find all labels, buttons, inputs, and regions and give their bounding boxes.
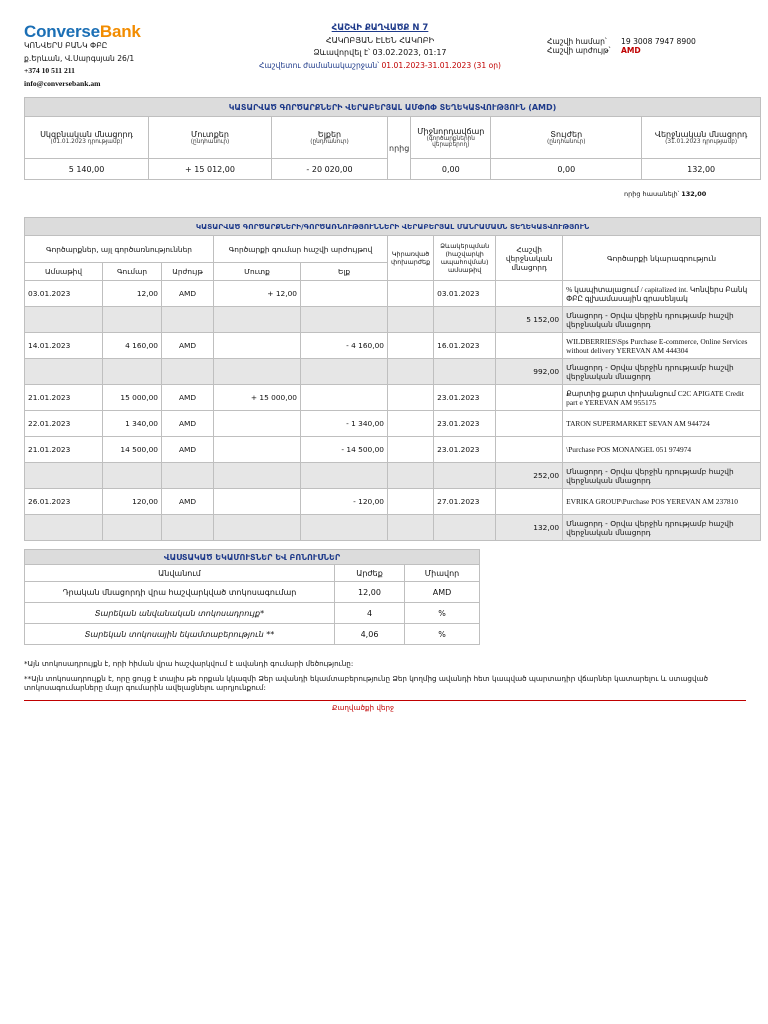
tx-out: - 4 160,00	[301, 333, 388, 359]
empty-cell	[214, 359, 301, 385]
incoming-value: + 15 012,00	[149, 159, 272, 180]
bank-info	[24, 40, 134, 90]
commission-header: Միջնորդավճար (գործարքներին վերաբերող)	[411, 117, 491, 159]
penalty-value: 0,00	[491, 159, 642, 180]
tx-currency: AMD	[162, 281, 214, 307]
summary-title: ԿԱՏԱՐՎԱԾ ԳՈՐԾԱՐՔՆԵՐԻ ՎԵՐԱԲԵՐՅԱԼ ԱՄՓՈՓ ՏԵՂԵԿԱՏՎՈՒԹՅՈՒՆ (AMD)	[25, 98, 761, 117]
earnings-unit: %	[405, 624, 480, 645]
available-balance: որից հասանելի՝ 132,00	[624, 190, 707, 198]
empty-cell	[434, 463, 496, 489]
tx-process-date: 23.01.2023	[434, 411, 496, 437]
empty-cell	[25, 515, 103, 541]
tx-currency: AMD	[162, 333, 214, 359]
balance-row	[25, 463, 761, 489]
tx-rate	[388, 411, 434, 437]
tx-balance	[496, 333, 563, 359]
tx-rate	[388, 333, 434, 359]
tx-rate	[388, 385, 434, 411]
empty-cell	[214, 515, 301, 541]
closing-header: Վերջնական մնացորդ (31.01.2023 դրությամբ)	[642, 117, 761, 159]
tx-date: 03.01.2023	[25, 281, 103, 307]
empty-cell	[25, 359, 103, 385]
empty-cell	[103, 359, 162, 385]
tx-balance	[496, 489, 563, 515]
empty-cell	[388, 359, 434, 385]
tx-currency: AMD	[162, 411, 214, 437]
closing-value: 132,00	[642, 159, 761, 180]
empty-cell	[388, 307, 434, 333]
tx-amount: 12,00	[103, 281, 162, 307]
bank-logo: ConverseBank	[24, 22, 141, 41]
transaction-row	[25, 385, 761, 411]
earnings-name: Դրական մնացորդի վրա հաշվարկված տոկոսագումար	[25, 582, 335, 603]
opening-header: Սկզբնական մնացորդ (01.01.2023 դրությամբ)	[25, 117, 149, 159]
tx-in	[214, 333, 301, 359]
account-info	[547, 37, 700, 55]
tx-process-date: 27.01.2023	[434, 489, 496, 515]
empty-cell	[214, 307, 301, 333]
details-title: ԿԱՏԱՐՎԱԾ ԳՈՐԾԱՐՔՆԵՐԻ/ԳՈՐԾԱՌՆՈՒԹՅՈՒՆՆԵՐԻ ՎԵՐԱԲԵՐՅԱԼ ՄԱՆՐԱՄԱՍՆ ՏԵՂԵԿԱՏՎՈՒԹՅՈՒՆ	[25, 218, 761, 236]
tx-currency: AMD	[162, 385, 214, 411]
balance-header: Հաշվի վերջնական մնացորդ	[496, 236, 563, 281]
process-date-header: Ձևակերպման (հաշվարկի ապահովման) ամսաթիվ	[434, 236, 496, 281]
tx-process-date: 16.01.2023	[434, 333, 496, 359]
empty-cell	[301, 515, 388, 541]
transaction-row	[25, 437, 761, 463]
empty-cell	[162, 307, 214, 333]
day-end-balance: 132,00	[496, 515, 563, 541]
empty-cell	[25, 307, 103, 333]
account-number-label: Հաշվի համար՝	[547, 37, 607, 46]
tx-out: - 14 500,00	[301, 437, 388, 463]
footer-divider	[24, 700, 746, 701]
earnings-row	[25, 603, 480, 624]
earnings-row	[25, 582, 480, 603]
tx-balance	[496, 281, 563, 307]
penalty-header: Տույժեր (ընդհանուր)	[491, 117, 642, 159]
side-label: որից	[388, 117, 411, 180]
tx-process-date: 03.01.2023	[434, 281, 496, 307]
account-currency: AMD	[621, 46, 641, 55]
opening-value: 5 140,00	[25, 159, 149, 180]
period: Հաշվետու ժամանակաշրջան՝ 01.01.2023-31.01.2023 (31 օր)	[258, 60, 502, 70]
currency-header: Արժույթ	[162, 263, 214, 281]
holder-name: ՀԱԿՈԲՅԱՆ ԷԼԵՆ ՀԱԿՈԲԻ	[325, 35, 435, 45]
day-end-balance: 252,00	[496, 463, 563, 489]
earnings-row	[25, 624, 480, 645]
tx-date: 21.01.2023	[25, 437, 103, 463]
tx-balance	[496, 385, 563, 411]
balance-description: Մնացորդ - Օրվա վերջին դրությամբ հաշվի վերջնական մնացորդ	[563, 463, 761, 489]
tx-process-date: 23.01.2023	[434, 437, 496, 463]
description-header: Գործարքի նկարագրություն	[563, 236, 761, 281]
empty-cell	[301, 463, 388, 489]
tx-out	[301, 281, 388, 307]
in-header: Մուտք	[214, 263, 301, 281]
date-header: Ամսաթիվ	[25, 263, 103, 281]
earnings-name-header: Անվանում	[25, 565, 335, 582]
earnings-unit: AMD	[405, 582, 480, 603]
empty-cell	[103, 463, 162, 489]
tx-description: % կապիտալացում / capitalized int. Կոնվերս Բանկ ՓԲԸ գլխամասային գրասենյակ	[563, 281, 761, 307]
tx-out	[301, 385, 388, 411]
statement-title: ՀԱՇՎԻ ՔԱՂՎԱԾՔ N 7	[331, 23, 429, 33]
tx-amount: 4 160,00	[103, 333, 162, 359]
empty-cell	[162, 463, 214, 489]
earnings-title: ՎԱՍՏԱԿԱԾ ԵԿԱՄՈՒՏՆԵՐ ԵՎ ԲՈՆՈՒՍՆԵՐ	[25, 550, 480, 565]
applied-rate-header: Կիրառված փոխարժեք	[388, 236, 434, 281]
empty-cell	[214, 463, 301, 489]
details-table	[24, 217, 761, 541]
out-header: Ելք	[301, 263, 388, 281]
empty-cell	[162, 515, 214, 541]
earnings-name: Տարեկան տոկոսային եկամտաբերություն **	[25, 624, 335, 645]
tx-description: TARON SUPERMARKET SEVAN AM 944724	[563, 411, 761, 437]
account-currency-label: Հաշվի արժույթ՝	[547, 46, 611, 55]
tx-in: + 15 000,00	[214, 385, 301, 411]
incoming-header: Մուտքեր (ընդհանուր)	[149, 117, 272, 159]
empty-cell	[301, 359, 388, 385]
tx-amount: 1 340,00	[103, 411, 162, 437]
empty-cell	[162, 359, 214, 385]
footnote-1: *Այն տոկոսադրույքն է, որի հիման վրա հաշվարկվում է ավանդի գումարի մեծությունը:	[24, 659, 354, 668]
commission-value: 0,00	[411, 159, 491, 180]
transaction-row	[25, 411, 761, 437]
tx-amount: 14 500,00	[103, 437, 162, 463]
empty-cell	[434, 515, 496, 541]
tx-amount: 120,00	[103, 489, 162, 515]
tx-date: 14.01.2023	[25, 333, 103, 359]
tx-process-date: 23.01.2023	[434, 385, 496, 411]
empty-cell	[434, 307, 496, 333]
tx-out: - 1 340,00	[301, 411, 388, 437]
tx-in: + 12,00	[214, 281, 301, 307]
empty-cell	[434, 359, 496, 385]
tx-rate	[388, 281, 434, 307]
earnings-unit: %	[405, 603, 480, 624]
earnings-table	[24, 549, 480, 645]
tx-description: WILDBERRIES\Sps Purchase E-commerce, Online Services without delivery YEREVAN AM 444304	[563, 333, 761, 359]
tx-description: Քարտից քարտ փոխանցում C2C APIGATE Credit part e YEREVAN AM 955175	[563, 385, 761, 411]
statement-end: Քաղվածքի վերջ	[331, 703, 395, 712]
transaction-row	[25, 489, 761, 515]
summary-table	[24, 97, 761, 180]
empty-cell	[388, 463, 434, 489]
formed-date: Ձևավորվել է՝ 03.02.2023, 01:17	[313, 48, 447, 57]
empty-cell	[388, 515, 434, 541]
outgoing-header: Ելքեր (ընդհանուր)	[272, 117, 388, 159]
earnings-name: Տարեկան անվանական տոկոսադրույք*	[25, 603, 335, 624]
tx-date: 21.01.2023	[25, 385, 103, 411]
tx-in	[214, 489, 301, 515]
empty-cell	[25, 463, 103, 489]
empty-cell	[103, 307, 162, 333]
tx-amount: 15 000,00	[103, 385, 162, 411]
amount-header: Գումար	[103, 263, 162, 281]
balance-description: Մնացորդ - Օրվա վերջին դրությամբ հաշվի վերջնական մնացորդ	[563, 307, 761, 333]
earnings-value: 12,00	[335, 582, 405, 603]
bank-email[interactable]: info@conversebank.am	[24, 78, 101, 88]
tx-description: \Purchase POS MONANGEL 051 974974	[563, 437, 761, 463]
earnings-unit-header: Միավոր	[405, 565, 480, 582]
footnote-2: **Այն տոկոսադրույքն է, որը ցույց է տալիս թե որքան կկազմի Ձեր ավանդի եկամտաբերությունը Ձեր կողմից ավանդի հետ կապված պարտադիր վճարներ կատարելու և ստացված տոկոսագումարները մայր գումարին ավելացնելու արդյունքում:	[24, 674, 708, 692]
tx-date: 26.01.2023	[25, 489, 103, 515]
tx-date: 22.01.2023	[25, 411, 103, 437]
balance-description: Մնացորդ - Օրվա վերջին դրությամբ հաշվի վերջնական մնացորդ	[563, 359, 761, 385]
bank-address: ք.Երևան, Վ.Սարգսյան 26/1	[24, 53, 135, 63]
transaction-row	[25, 333, 761, 359]
tx-in	[214, 411, 301, 437]
tx-balance	[496, 437, 563, 463]
tx-out: - 120,00	[301, 489, 388, 515]
bank-name: ԿՈՆՎԵՐՍ ԲԱՆԿ ՓԲԸ	[24, 41, 108, 50]
balance-row	[25, 359, 761, 385]
transaction-row	[25, 281, 761, 307]
bank-phone: +374 10 511 211	[24, 66, 75, 75]
tx-balance	[496, 411, 563, 437]
tx-currency: AMD	[162, 489, 214, 515]
balance-row	[25, 515, 761, 541]
day-end-balance: 5 152,00	[496, 307, 563, 333]
amount-in-currency-header: Գործարքի գումար հաշվի արժույթով	[214, 236, 388, 263]
tx-rate	[388, 489, 434, 515]
tx-currency: AMD	[162, 437, 214, 463]
outgoing-value: - 20 020,00	[272, 159, 388, 180]
account-number: 19 3008 7947 8900	[621, 37, 696, 46]
balance-description: Մնացորդ - Օրվա վերջին դրությամբ հաշվի վերջնական մնացորդ	[563, 515, 761, 541]
empty-cell	[301, 307, 388, 333]
tx-description: EVRIKA GROUP\Purchase POS YEREVAN AM 237810	[563, 489, 761, 515]
tx-rate	[388, 437, 434, 463]
earnings-value: 4	[335, 603, 405, 624]
balance-row	[25, 307, 761, 333]
statement-header	[250, 22, 510, 72]
empty-cell	[103, 515, 162, 541]
day-end-balance: 992,00	[496, 359, 563, 385]
earnings-value: 4,06	[335, 624, 405, 645]
tx-in	[214, 437, 301, 463]
earnings-value-header: Արժեք	[335, 565, 405, 582]
ops-header: Գործարքներ, այլ գործառնություններ	[25, 236, 214, 263]
